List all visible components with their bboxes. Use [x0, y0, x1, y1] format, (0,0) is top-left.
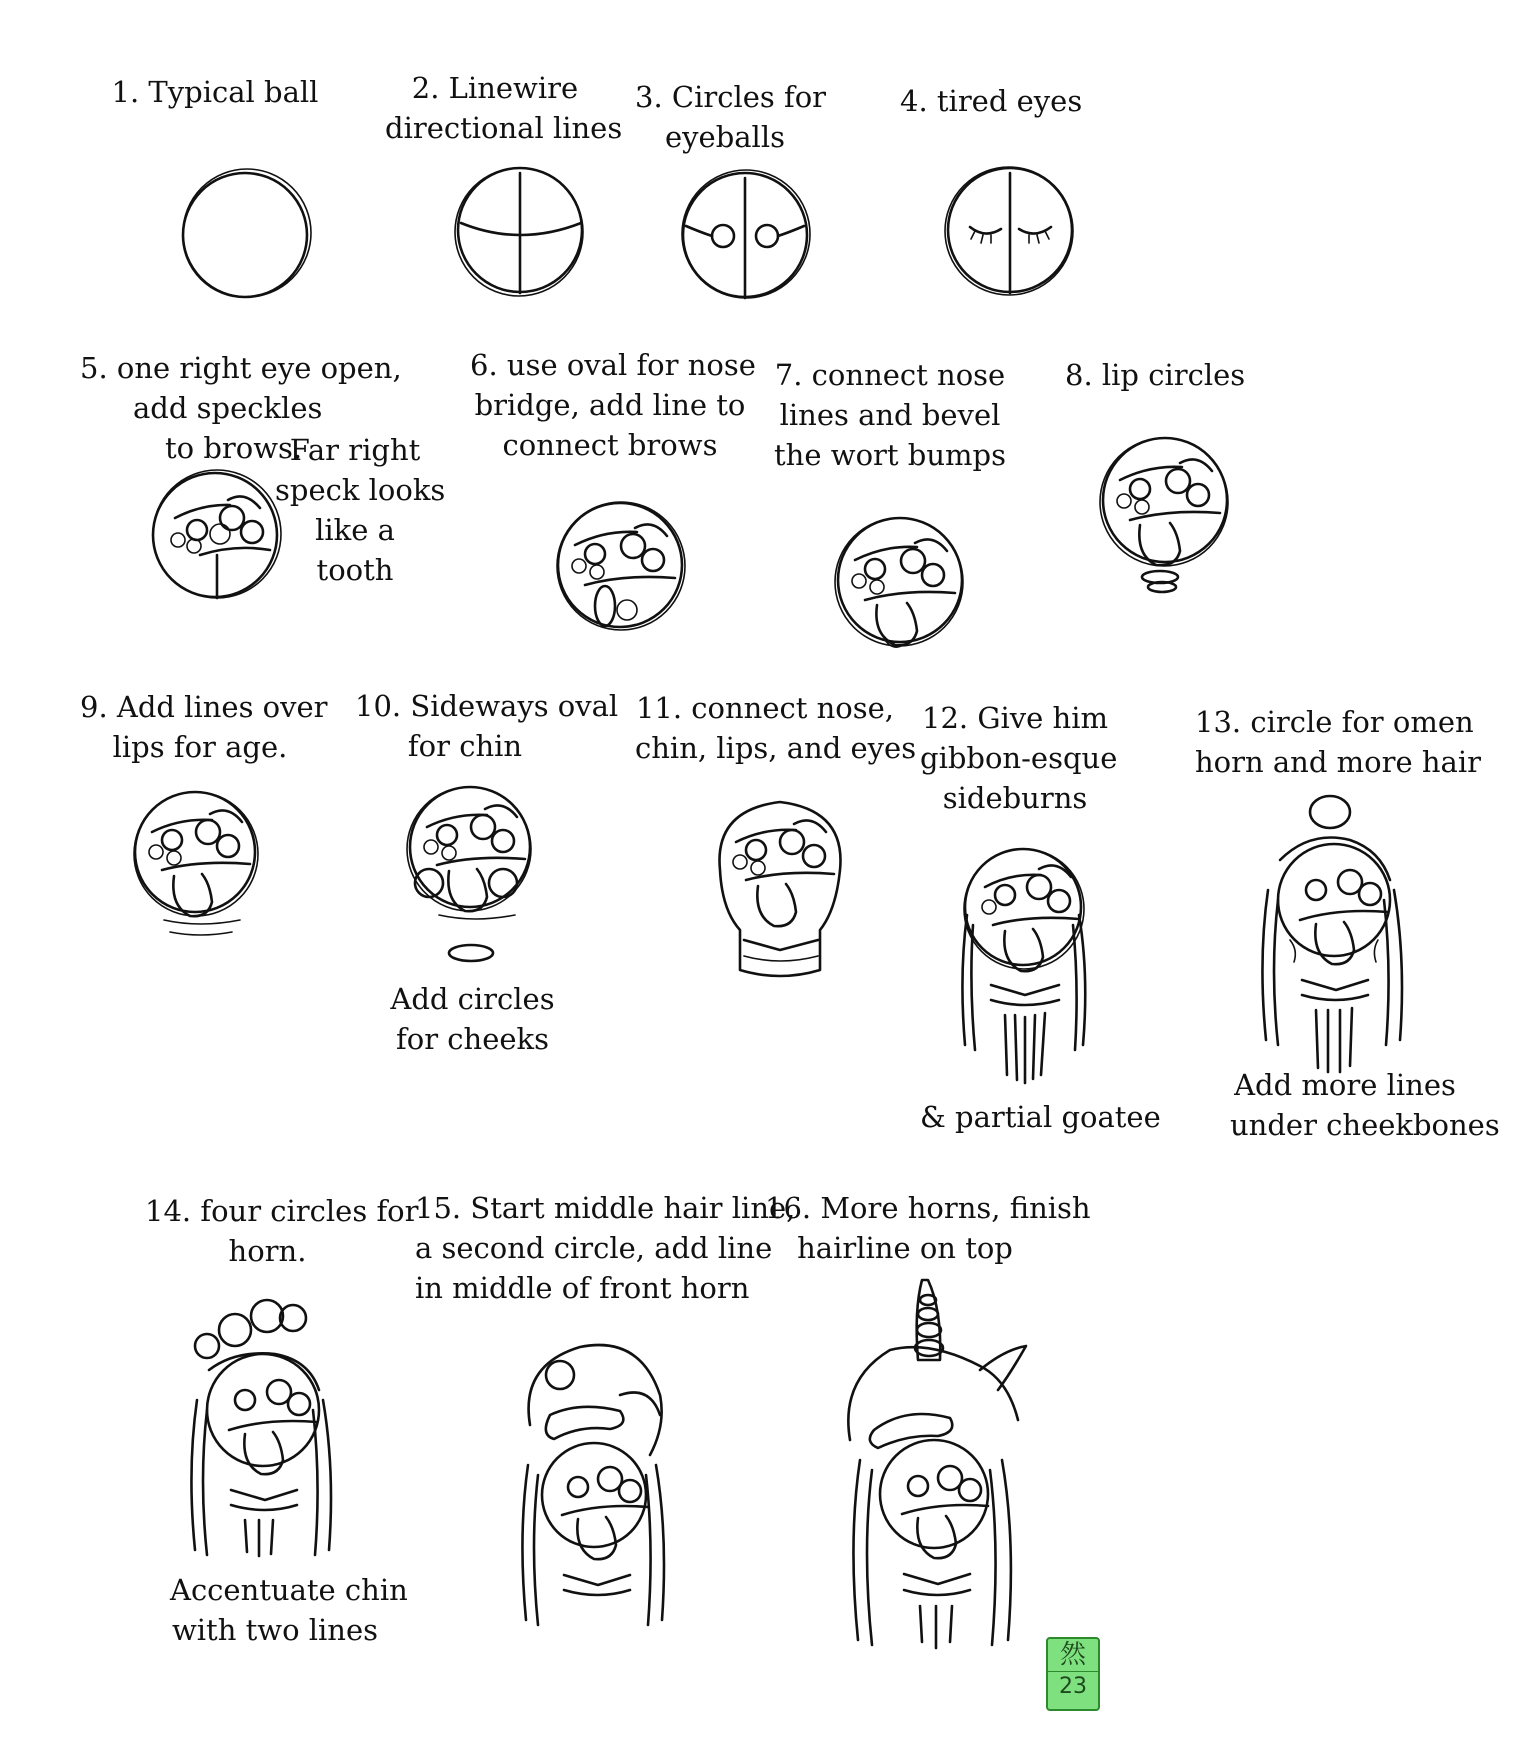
note-far-right-speck: Far right speck looks like a tooth — [275, 433, 446, 587]
step-9-sketch — [120, 780, 270, 960]
step-16-caption: 16. More horns, finish hairline on top — [765, 1191, 1091, 1265]
note-chin: Accentuate chin with two lines — [170, 1573, 408, 1647]
step-13-caption: 13. circle for omen horn and more hair — [1195, 705, 1481, 779]
step-7-caption: 7. connect nose lines and bevel the wort bumps — [774, 358, 1006, 472]
step-4-sketch — [935, 155, 1085, 305]
step-2-sketch — [445, 155, 595, 305]
signature-number: 23 — [1048, 1671, 1098, 1702]
artist-signature-stamp — [1046, 1637, 1100, 1711]
step-8-caption: 8. lip circles — [1065, 358, 1246, 392]
step-1-sketch — [170, 160, 320, 310]
step-3-sketch — [670, 160, 820, 310]
step-8-sketch — [1090, 425, 1240, 600]
step-15-sketch — [510, 1335, 680, 1630]
step-5-caption: 5. one right eye open, add speckles to brows. — [80, 351, 402, 465]
note-cheeks: Add circles for cheeks — [390, 982, 555, 1056]
step-6-sketch — [545, 490, 695, 640]
step-3-caption: 3. Circles for eyeballs — [635, 80, 827, 154]
step-13-sketch — [1250, 790, 1420, 1080]
step-11-caption: 11. connect nose, chin, lips, and eyes — [635, 691, 917, 765]
step-10-sketch — [395, 775, 545, 970]
step-2-caption: 2. Linewire directional lines — [385, 71, 623, 145]
step-14-caption: 14. four circles for horn. — [145, 1194, 419, 1268]
step-14-sketch — [175, 1290, 365, 1570]
step-6-caption: 6. use oval for nose bridge, add line to connect brows — [470, 348, 756, 462]
step-11-sketch — [700, 790, 860, 990]
step-4-caption: 4. tired eyes — [900, 84, 1083, 118]
step-7-sketch — [825, 505, 975, 655]
step-12-sketch — [945, 835, 1105, 1085]
step-5-sketch — [140, 460, 290, 610]
step-12-caption: 12. Give him gibbon-esque sideburns — [920, 701, 1118, 815]
step-10-caption: 10. Sideways oval for chin — [355, 689, 619, 763]
note-cheekbones: Add more lines under cheekbones — [1230, 1068, 1500, 1142]
note-goatee: & partial goatee — [920, 1100, 1161, 1134]
step-1-caption: 1. Typical ball — [111, 75, 319, 109]
step-9-caption: 9. Add lines over lips for age. — [80, 690, 328, 764]
step-16-sketch — [830, 1270, 1040, 1660]
step-15-caption: 15. Start middle hair line, a second circle, add line in middle of front horn — [415, 1191, 796, 1305]
signature-mark: 然 — [1059, 1640, 1086, 1670]
